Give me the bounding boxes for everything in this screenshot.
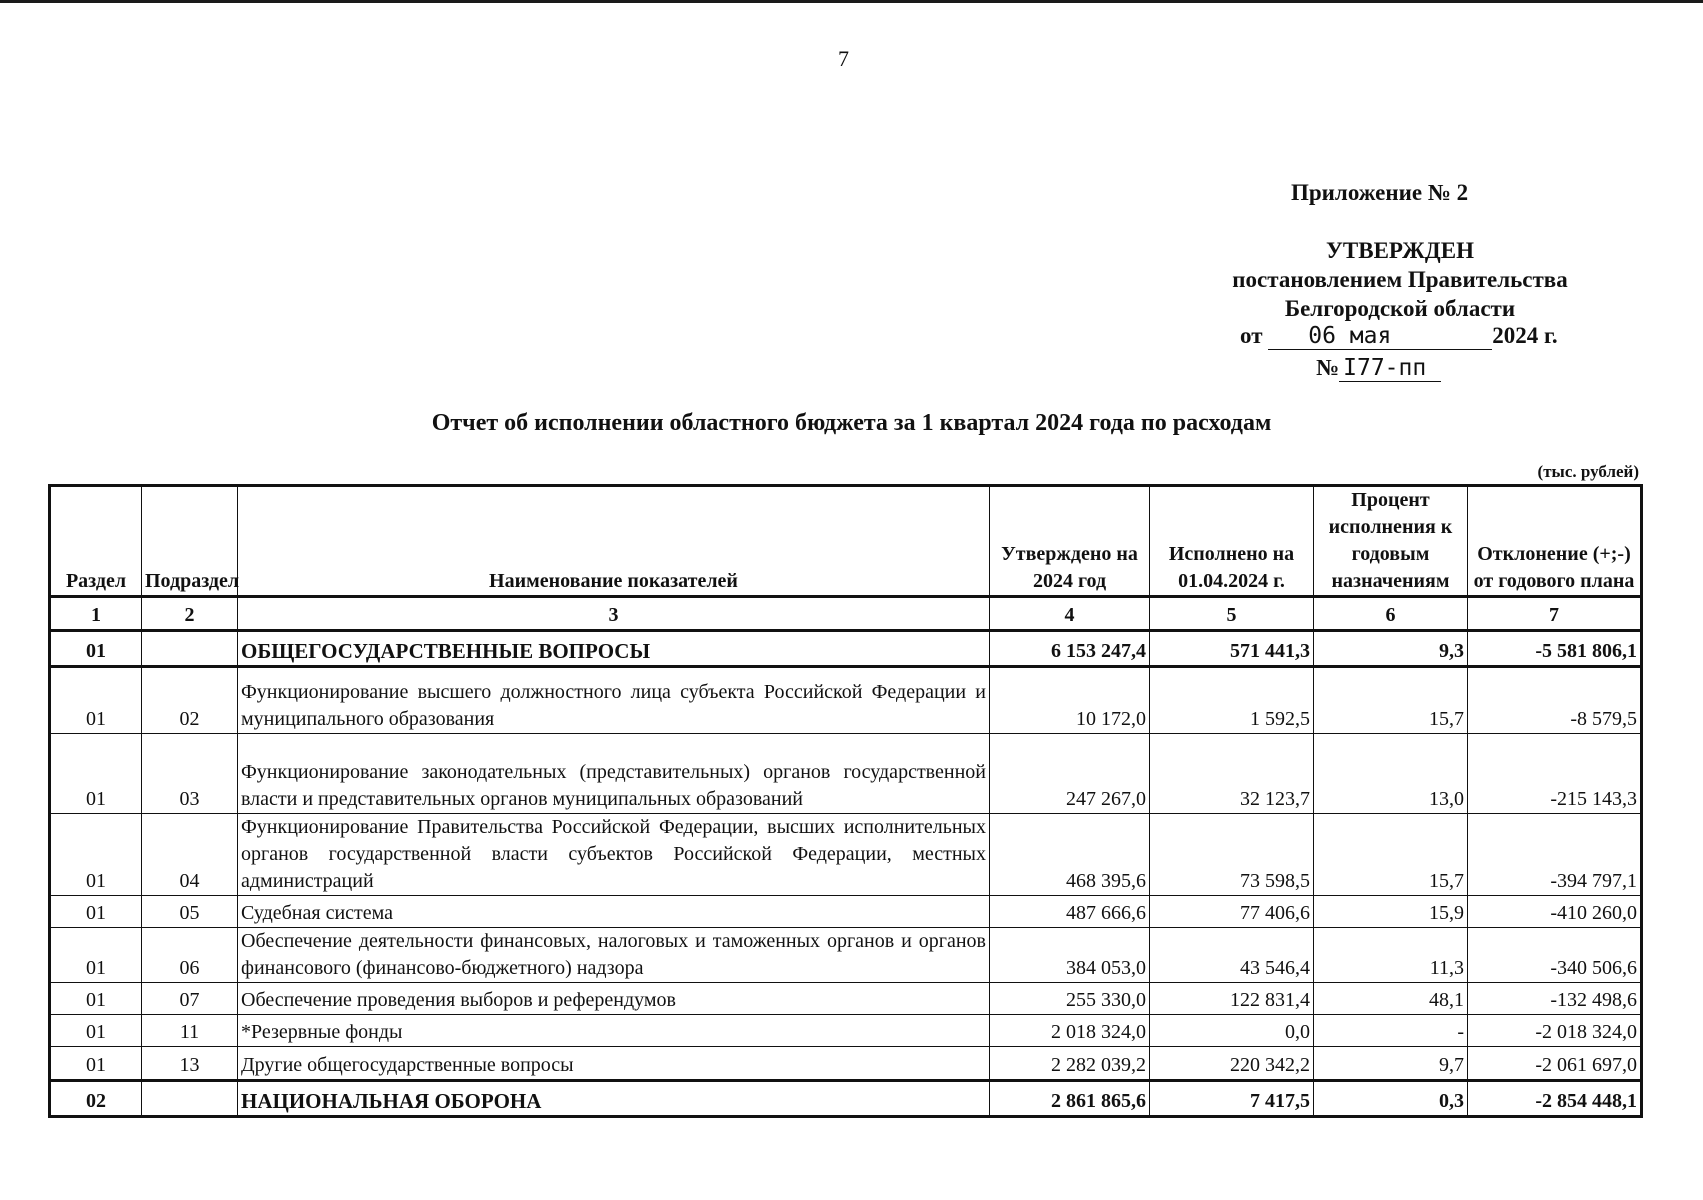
subsection-code-cell: 06 [142, 928, 238, 983]
indicator-name-cell: Функционирование Правительства Российской Федерации, высших исполнительных органов государственной власти субъектов Российской Федерации, местных администраций [238, 814, 990, 896]
approved-amount-cell: 2 861 865,6 [990, 1081, 1150, 1117]
executed-amount-cell: 73 598,5 [1150, 814, 1314, 896]
percent-cell: 15,7 [1314, 667, 1468, 734]
header-name: Наименование показателей [238, 486, 990, 597]
column-number-row [50, 597, 1642, 631]
header-approved: Утверждено на 2024 год [990, 486, 1150, 597]
date-suffix: 2024 г. [1492, 323, 1558, 348]
report-title: Отчет об исполнении областного бюджета за 1 квартал 2024 года по расходам [431, 410, 1272, 436]
percent-cell: 48,1 [1314, 983, 1468, 1015]
indicator-name-cell: Функционирование высшего должностного лица субъекта Российской Федерации и муниципального образования [238, 667, 990, 734]
subsection-code-cell: 04 [142, 814, 238, 896]
header-executed: Исполнено на 01.04.2024 г. [1150, 486, 1314, 597]
executed-amount-cell: 7 417,5 [1150, 1081, 1314, 1117]
approval-date-field: 06 мая [1268, 323, 1492, 350]
deviation-cell: -2 018 324,0 [1468, 1015, 1642, 1047]
deviation-cell: -410 260,0 [1468, 896, 1642, 928]
page-number: 7 [838, 46, 849, 71]
number-prefix: № [1316, 355, 1340, 380]
header-deviation: Отклонение (+;-) от годового плана [1468, 486, 1642, 597]
indicator-name-cell: ОБЩЕГОСУДАРСТВЕННЫЕ ВОПРОСЫ [238, 631, 990, 667]
approved-amount-cell: 384 053,0 [990, 928, 1150, 983]
section-total-row [50, 1081, 1642, 1117]
header-section: Раздел [50, 486, 142, 597]
approved-amount-cell: 2 018 324,0 [990, 1015, 1150, 1047]
approval-number-line [1316, 355, 1441, 382]
table-row [50, 814, 1642, 896]
table-row [50, 667, 1642, 734]
approval-line-2: постановлением Правительства [1232, 267, 1568, 292]
section-code-cell: 01 [50, 928, 142, 983]
appendix-label: Приложение № 2 [1291, 180, 1469, 205]
column-number: 4 [990, 597, 1150, 631]
table-body [50, 631, 1642, 1117]
approval-number-field: I77-пп [1339, 355, 1441, 382]
section-code-cell: 01 [50, 631, 142, 667]
approved-amount-cell: 247 267,0 [990, 734, 1150, 814]
column-number: 5 [1150, 597, 1314, 631]
approved-amount-cell: 10 172,0 [990, 667, 1150, 734]
column-number: 3 [238, 597, 990, 631]
deviation-cell: -132 498,6 [1468, 983, 1642, 1015]
indicator-name-cell: Обеспечение проведения выборов и референдумов [238, 983, 990, 1015]
subsection-code-cell: 11 [142, 1015, 238, 1047]
approval-line-3: Белгородской области [1284, 296, 1516, 321]
approval-block [1180, 236, 1620, 323]
percent-cell: 0,3 [1314, 1081, 1468, 1117]
indicator-name-cell: *Резервные фонды [238, 1015, 990, 1047]
approved-amount-cell: 2 282 039,2 [990, 1047, 1150, 1081]
deviation-cell: -394 797,1 [1468, 814, 1642, 896]
section-total-row [50, 631, 1642, 667]
executed-amount-cell: 0,0 [1150, 1015, 1314, 1047]
deviation-cell: -5 581 806,1 [1468, 631, 1642, 667]
column-number: 1 [50, 597, 142, 631]
approved-amount-cell: 487 666,6 [990, 896, 1150, 928]
column-number: 2 [142, 597, 238, 631]
indicator-name-cell: Другие общегосударственные вопросы [238, 1047, 990, 1081]
section-code-cell: 01 [50, 734, 142, 814]
column-number: 7 [1468, 597, 1642, 631]
section-code-cell: 01 [50, 1015, 142, 1047]
indicator-name-cell: Обеспечение деятельности финансовых, налоговых и таможенных органов и органов финансового (финансово-бюджетного) надзора [238, 928, 990, 983]
column-number: 6 [1314, 597, 1468, 631]
executed-amount-cell: 571 441,3 [1150, 631, 1314, 667]
deviation-cell: -8 579,5 [1468, 667, 1642, 734]
executed-amount-cell: 1 592,5 [1150, 667, 1314, 734]
deviation-cell: -340 506,6 [1468, 928, 1642, 983]
table-row [50, 1047, 1642, 1081]
approved-amount-cell: 6 153 247,4 [990, 631, 1150, 667]
approval-line-1: УТВЕРЖДЕН [1326, 238, 1474, 263]
executed-amount-cell: 77 406,6 [1150, 896, 1314, 928]
indicator-name-cell: Судебная система [238, 896, 990, 928]
page-top-border [0, 0, 1703, 3]
deviation-cell: -215 143,3 [1468, 734, 1642, 814]
deviation-cell: -2 061 697,0 [1468, 1047, 1642, 1081]
executed-amount-cell: 220 342,2 [1150, 1047, 1314, 1081]
subsection-code-cell [142, 631, 238, 667]
percent-cell: 11,3 [1314, 928, 1468, 983]
percent-cell: - [1314, 1015, 1468, 1047]
date-prefix: от [1240, 323, 1263, 348]
section-code-cell: 01 [50, 896, 142, 928]
table-row [50, 896, 1642, 928]
section-code-cell: 01 [50, 814, 142, 896]
subsection-code-cell: 02 [142, 667, 238, 734]
table-row [50, 928, 1642, 983]
table-row [50, 1015, 1642, 1047]
percent-cell: 15,9 [1314, 896, 1468, 928]
subsection-code-cell: 05 [142, 896, 238, 928]
approval-date-line [1240, 323, 1558, 350]
table-row [50, 983, 1642, 1015]
section-code-cell: 02 [50, 1081, 142, 1117]
header-subsection: Подраздел [142, 486, 238, 597]
executed-amount-cell: 43 546,4 [1150, 928, 1314, 983]
executed-amount-cell: 32 123,7 [1150, 734, 1314, 814]
deviation-cell: -2 854 448,1 [1468, 1081, 1642, 1117]
header-percent: Процент исполнения к годовым назначениям [1314, 486, 1468, 597]
indicator-name-cell: НАЦИОНАЛЬНАЯ ОБОРОНА [238, 1081, 990, 1117]
percent-cell: 13,0 [1314, 734, 1468, 814]
subsection-code-cell [142, 1081, 238, 1117]
section-code-cell: 01 [50, 1047, 142, 1081]
percent-cell: 9,7 [1314, 1047, 1468, 1081]
subsection-code-cell: 07 [142, 983, 238, 1015]
budget-table [48, 484, 1643, 1118]
percent-cell: 9,3 [1314, 631, 1468, 667]
executed-amount-cell: 122 831,4 [1150, 983, 1314, 1015]
percent-cell: 15,7 [1314, 814, 1468, 896]
indicator-name-cell: Функционирование законодательных (представительных) органов государственной власти и представительных органов муниципальных образований [238, 734, 990, 814]
section-code-cell: 01 [50, 667, 142, 734]
section-code-cell: 01 [50, 983, 142, 1015]
table-header-row [50, 486, 1642, 597]
units-label: (тыс. рублей) [1537, 462, 1639, 481]
table-row [50, 734, 1642, 814]
approved-amount-cell: 255 330,0 [990, 983, 1150, 1015]
approved-amount-cell: 468 395,6 [990, 814, 1150, 896]
subsection-code-cell: 13 [142, 1047, 238, 1081]
subsection-code-cell: 03 [142, 734, 238, 814]
